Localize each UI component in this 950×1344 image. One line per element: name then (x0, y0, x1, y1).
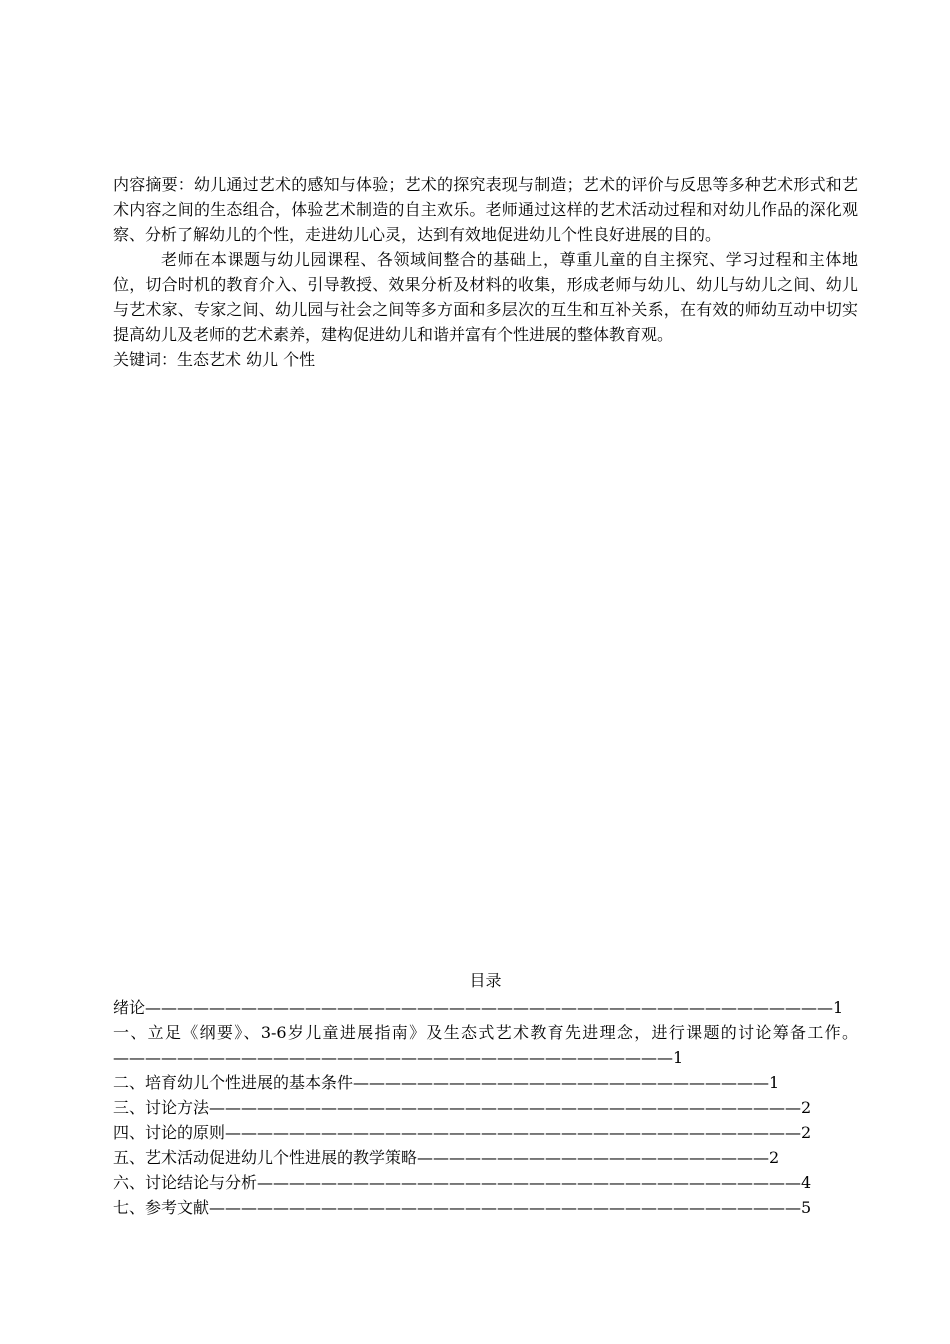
toc-item-1: 一、立足《纲要》、3-6岁儿童进展指南》及生态式艺术教育先进理念，进行课题的讨论筹备工作。———————————————————————————————————1 (113, 1023, 858, 1067)
keywords-line: 关键词：生态艺术 幼儿 个性 (113, 350, 316, 369)
toc-title: 目录 (469, 971, 502, 990)
abstract-paragraph: 内容摘要：幼儿通过艺术的感知与体验；艺术的探究表现与制造；艺术的评价与反思等多种艺术形式和艺术内容之间的生态组合，体验艺术制造的自主欢乐。老师通过这样的艺术活动过程和对幼儿作品的深化观察、分析了解幼儿的个性，走进幼儿心灵，达到有效地促进幼儿个性良好进展的目的。 (113, 175, 858, 244)
toc-item-2: 二、培育幼儿个性进展的基本条件——————————————————————————1 (113, 1073, 780, 1092)
toc-item-4: 四、讨论的原则————————————————————————————————————2 (113, 1123, 812, 1142)
toc-item-7: 七、参考文献—————————————————————————————————————5 (113, 1198, 812, 1217)
toc-item-intro: 绪论———————————————————————————————————————————1 (113, 998, 844, 1017)
table-of-contents (113, 968, 858, 1220)
abstract-section (113, 172, 858, 372)
toc-item-6: 六、讨论结论与分析——————————————————————————————————4 (113, 1173, 812, 1192)
toc-item-3: 三、讨论方法—————————————————————————————————————2 (113, 1098, 812, 1117)
abstract-paragraph-2: 老师在本课题与幼儿园课程、各领域间整合的基础上，尊重儿童的自主探究、学习过程和主体地位，切合时机的教育介入、引导教授、效果分析及材料的收集，形成老师与幼儿、幼儿与幼儿之间、幼儿与艺术家、专家之间、幼儿园与社会之间等多方面和多层次的互生和互补关系，在有效的师幼互动中切实提高幼儿及老师的艺术素养，建构促进幼儿和谐并富有个性进展的整体教育观。 (113, 250, 858, 344)
toc-item-5: 五、艺术活动促进幼儿个性进展的教学策略——————————————————————2 (113, 1148, 780, 1167)
